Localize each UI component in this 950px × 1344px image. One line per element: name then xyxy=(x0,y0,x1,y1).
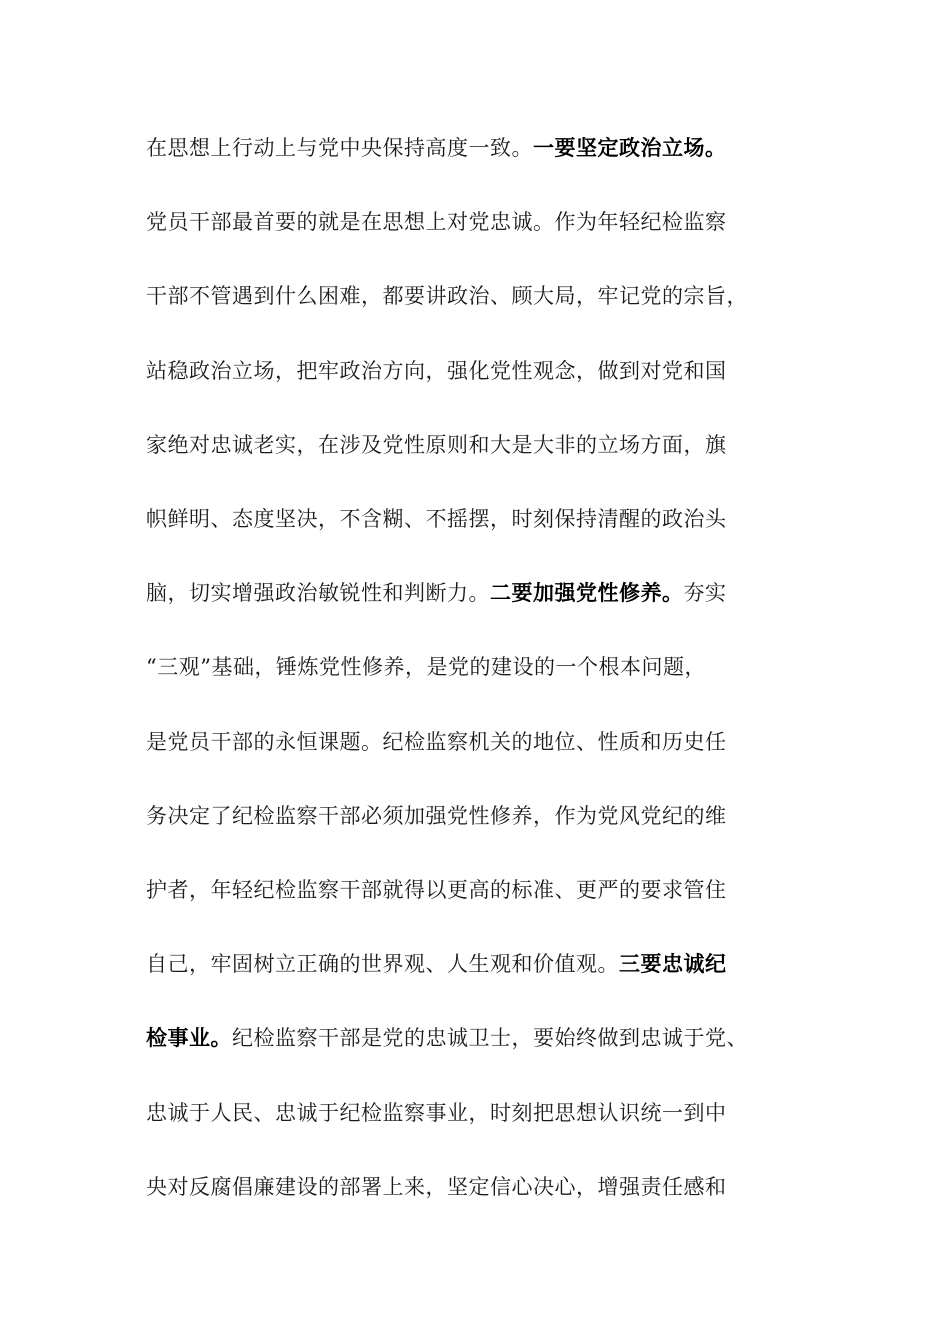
text-run: 是党员干部的永恒课题。纪检监察机关的地位、性质和历史任 xyxy=(146,729,727,754)
text-line xyxy=(146,944,727,984)
text-line xyxy=(146,202,727,242)
text-line xyxy=(146,351,727,391)
text-line xyxy=(146,722,727,762)
text-run: 护者，年轻纪检监察干部就得以更高的标准、更严的要求管住 xyxy=(146,878,727,902)
text-line xyxy=(146,276,748,316)
bold-heading-run: 三要忠诚纪 xyxy=(619,951,727,977)
text-run: 帜鲜明、态度坚决，不含糊、不摇摆，时刻保持清醒的政治头 xyxy=(146,507,727,531)
bold-heading-run: 二要加强党性修养。 xyxy=(490,580,684,606)
text-run: 自己，牢固树立正确的世界观、人生观和价值观。 xyxy=(146,952,619,977)
text-line xyxy=(146,870,727,910)
text-line xyxy=(146,1018,748,1058)
text-run: 夯实 xyxy=(683,581,727,606)
text-run: 干部不管遇到什么困难，都要讲政治、顾大局，牢记党的宗旨， xyxy=(146,284,748,309)
text-line xyxy=(146,1093,727,1133)
text-run: 在思想上行动上与党中央保持高度一致。 xyxy=(146,136,533,160)
text-line xyxy=(146,796,727,836)
text-run: 党员干部最首要的就是在思想上对党忠诚。作为年轻纪检监察 xyxy=(146,210,727,235)
text-run: “三观”基础，锤炼党性修养，是党的建设的一个根本问题， xyxy=(146,655,706,680)
text-run: 脑，切实增强政治敏锐性和判断力。 xyxy=(146,581,490,606)
bold-heading-run: 检事业。 xyxy=(146,1025,232,1051)
text-line xyxy=(146,128,727,168)
text-run: 务决定了纪检监察干部必须加强党性修养，作为党风党纪的维 xyxy=(146,803,727,828)
text-run: 站稳政治立场，把牢政治方向，强化党性观念，做到对党和国 xyxy=(146,358,727,383)
bold-heading-run: 一要坚定政治立场。 xyxy=(533,135,727,160)
text-run: 忠诚于人民、忠诚于纪检监察事业，时刻把思想认识统一到中 xyxy=(146,1100,727,1125)
text-run: 家绝对忠诚老实，在涉及党性原则和大是大非的立场方面，旗 xyxy=(146,432,727,457)
text-line xyxy=(146,573,727,613)
text-run: 纪检监察干部是党的忠诚卫士，要始终做到忠诚于党、 xyxy=(232,1026,748,1051)
text-run: 央对反腐倡廉建设的部署上来，坚定信心决心，增强责任感和 xyxy=(146,1174,727,1199)
text-line xyxy=(146,647,706,687)
text-line xyxy=(146,425,727,465)
text-line xyxy=(146,1167,727,1207)
text-line xyxy=(146,499,727,539)
